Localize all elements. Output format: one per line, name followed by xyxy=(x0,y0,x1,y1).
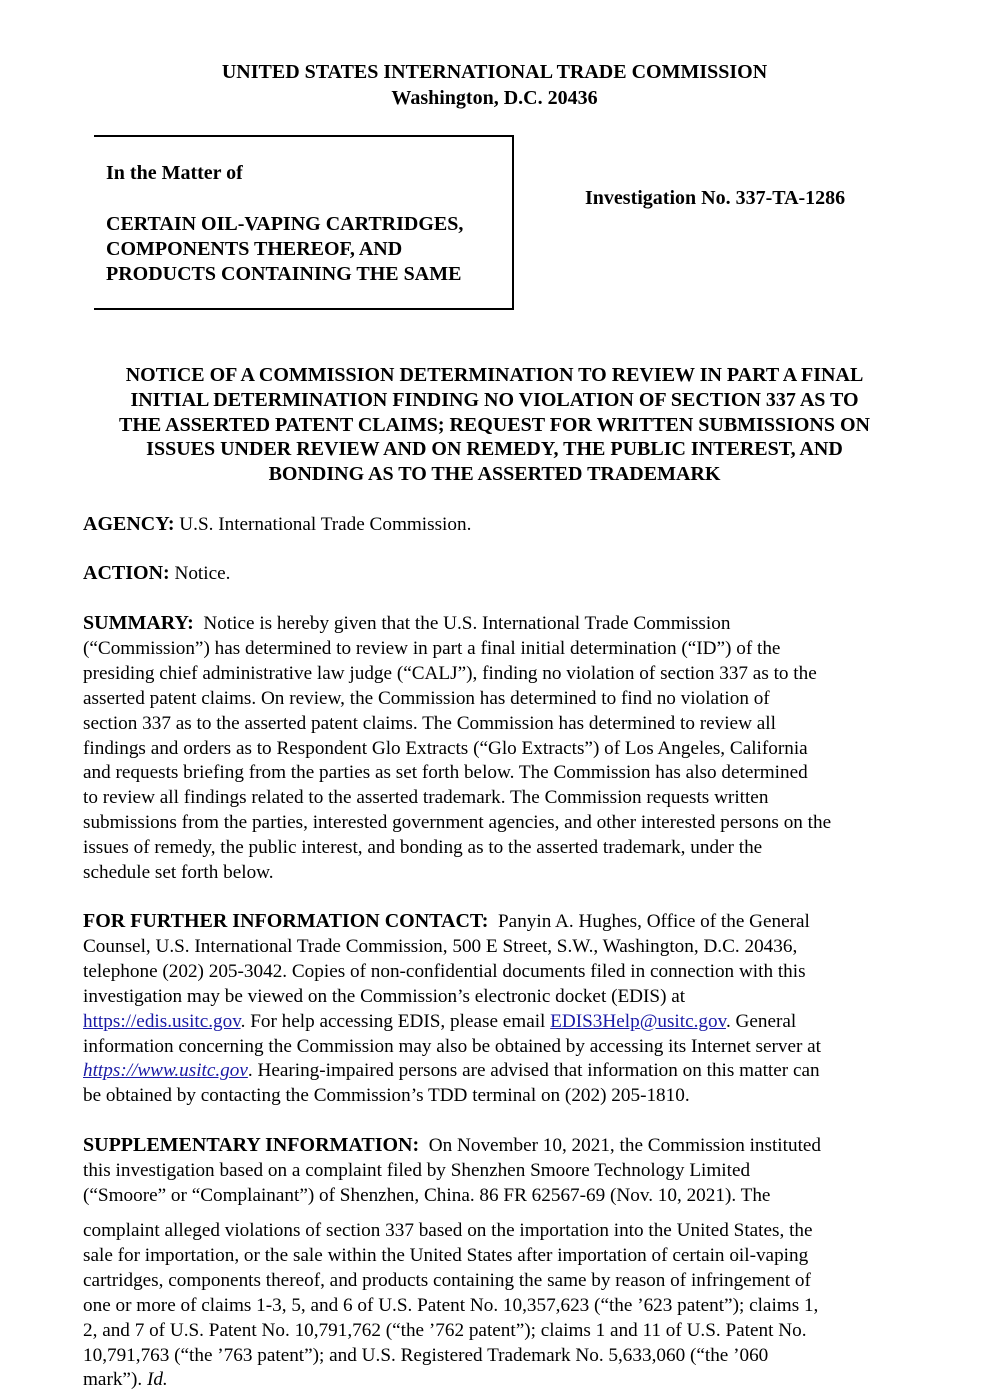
summary-line: to review all findings related to the asserted trademark. The Commission requests written xyxy=(83,787,769,809)
supplementary-line: (“Smoore” or “Complainant”) of Shenzhen, China. 86 FR 62567-69 (Nov. 10, 2021). The xyxy=(83,1184,771,1206)
summary-label: SUMMARY: xyxy=(83,612,194,634)
contact-line: information concerning the Commission may also be obtained by accessing its Internet server at xyxy=(83,1035,821,1057)
action-paragraph xyxy=(83,561,933,587)
contact-line: investigation may be viewed on the Commission’s electronic docket (EDIS) at xyxy=(83,985,686,1007)
caption-line: CERTAIN OIL-VAPING CARTRIDGES, xyxy=(106,213,464,235)
summary-line: asserted patent claims. On review, the Commission has determined to find no violation of xyxy=(83,687,770,709)
agency-label: AGENCY: xyxy=(83,513,175,535)
contact-line: telephone (202) 205-3042. Copies of non-confidential documents filed in connection with this xyxy=(83,960,806,982)
supplementary-line: 2, and 7 of U.S. Patent No. 10,791,762 (“the ’762 patent”); claims 1 and 11 of U.S. Patent No. xyxy=(83,1319,807,1341)
caption-line: PRODUCTS CONTAINING THE SAME xyxy=(106,263,462,285)
notice-title-line: BONDING AS TO THE ASSERTED TRADEMARK xyxy=(268,463,721,486)
supplementary-line: complaint alleged violations of section 337 based on the importation into the United States, the xyxy=(83,1220,813,1241)
summary-line: schedule set forth below. xyxy=(83,862,274,884)
caption-line: COMPONENTS THEREOF, AND xyxy=(106,238,403,260)
summary-paragraph xyxy=(83,611,933,886)
contact-line: Panyin A. Hughes, Office of the General xyxy=(498,911,810,932)
agency-header: UNITED STATES INTERNATIONAL TRADE COMMISSION xyxy=(221,61,768,83)
contact-text: . Hearing-impaired persons are advised that information on this matter can xyxy=(247,1060,820,1082)
agency-paragraph xyxy=(83,512,933,538)
contact-line: Counsel, U.S. International Trade Commission, 500 E Street, S.W., Washington, D.C. 20436, xyxy=(83,935,798,957)
supplementary-line: sale for importation, or the sale within the United States after importation of certain oil-vaping xyxy=(83,1244,809,1266)
case-caption-title xyxy=(106,212,516,287)
summary-line: findings and orders as to Respondent Glo Extracts (“Glo Extracts”) of Los Angeles, California xyxy=(83,737,808,759)
supplementary-continued xyxy=(83,1219,933,1393)
supplementary-line: cartridges, components thereof, and products containing the same by reason of infringement of xyxy=(83,1269,811,1291)
summary-line: section 337 as to the asserted patent claims. The Commission has determined to review all xyxy=(83,712,776,734)
contact-text: . General xyxy=(725,1010,797,1032)
summary-line: (“Commission”) has determined to review in part a final initial determination (“ID”) of the xyxy=(83,637,781,659)
supplementary-text: mark”). xyxy=(83,1369,147,1391)
action-text: Notice. xyxy=(174,563,231,584)
id-citation: Id. xyxy=(146,1369,168,1391)
summary-line: Notice is hereby given that the U.S. International Trade Commission xyxy=(203,613,731,634)
usitc-website-link[interactable]: https://www.usitc.gov xyxy=(83,1060,248,1082)
contact-paragraph xyxy=(83,909,933,1109)
edis-help-email-link[interactable]: EDIS3Help@usitc.gov xyxy=(550,1010,726,1032)
notice-title-line: ISSUES UNDER REVIEW AND ON REMEDY, THE PUBLIC INTEREST, AND xyxy=(146,438,843,461)
contact-label: FOR FURTHER INFORMATION CONTACT: xyxy=(83,910,489,932)
supplementary-line: this investigation based on a complaint filed by Shenzhen Smoore Technology Limited xyxy=(83,1159,751,1181)
action-label: ACTION: xyxy=(83,562,170,584)
supplementary-label: SUPPLEMENTARY INFORMATION: xyxy=(83,1134,420,1156)
notice-title-line: NOTICE OF A COMMISSION DETERMINATION TO REVIEW IN PART A FINAL xyxy=(125,364,864,386)
summary-line: and requests briefing from the parties as set forth below. The Commission has also determined xyxy=(83,762,808,784)
agency-address: Washington, D.C. 20436 xyxy=(391,87,598,109)
supplementary-line: 10,791,763 (“the ’763 patent”); and U.S. Registered Trademark No. 5,633,060 (“the ’060 xyxy=(83,1344,769,1366)
notice-title-line: INITIAL DETERMINATION FINDING NO VIOLATION OF SECTION 337 AS TO xyxy=(130,388,859,411)
notice-title xyxy=(60,363,929,487)
edis-link[interactable]: https://edis.usitc.gov xyxy=(83,1010,241,1032)
agency-text: U.S. International Trade Commission. xyxy=(179,514,472,535)
summary-line: submissions from the parties, interested government agencies, and other interested persons on the xyxy=(83,812,832,834)
supplementary-paragraph xyxy=(83,1133,933,1209)
supplementary-line: On November 10, 2021, the Commission instituted xyxy=(428,1135,822,1156)
in-the-matter-label: In the Matter of xyxy=(106,162,243,184)
notice-title-line: THE ASSERTED PATENT CLAIMS; REQUEST FOR WRITTEN SUBMISSIONS ON xyxy=(119,413,870,436)
supplementary-line: one or more of claims 1-3, 5, and 6 of U.S. Patent No. 10,357,623 (“the ’623 patent”); claims 1, xyxy=(83,1294,819,1316)
contact-text: . For help accessing EDIS, please email xyxy=(240,1010,551,1032)
summary-line: presiding chief administrative law judge (“CALJ”), finding no violation of section 337 as to the xyxy=(83,662,817,684)
contact-line: be obtained by contacting the Commission’s TDD terminal on (202) 205-1810. xyxy=(83,1085,690,1107)
investigation-number: Investigation No. 337-TA-1286 xyxy=(585,187,846,209)
summary-line: issues of remedy, the public interest, and bonding as to the asserted trademark, under the xyxy=(83,837,763,859)
